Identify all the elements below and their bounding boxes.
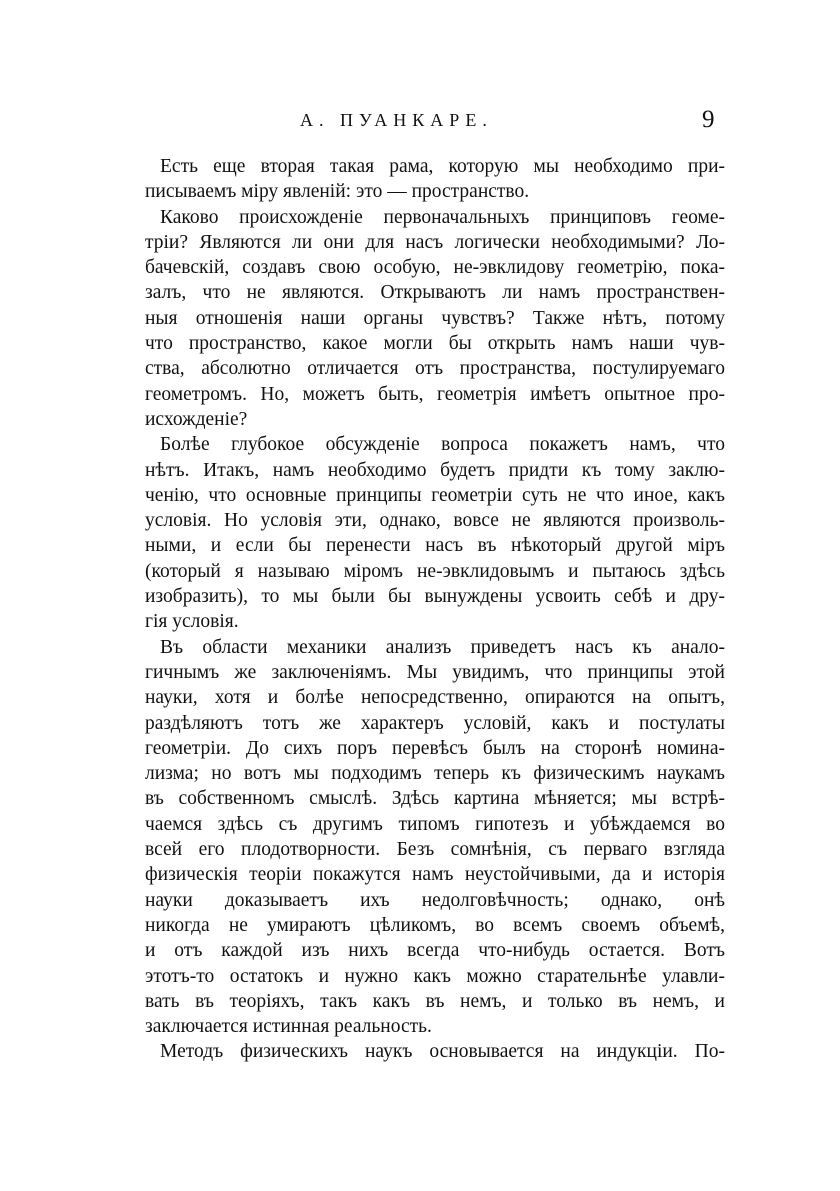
text-line: науки, хотя и болѣе непосредственно, опираются на опытъ, [145,687,725,709]
text-line: заключается истинная реальность. [145,1016,432,1038]
running-head-author: А. ПУАНКАРЕ. [300,110,493,130]
text-line: вать въ теоріяхъ, такъ какъ въ немъ, и только въ немъ, и [145,990,725,1012]
text-line: Болѣе глубокое обсужденіе вопроса покажетъ намъ, что [160,434,725,456]
text-line: бачевскій, создавъ свою особую, не-эвклидову геометрію, пока- [145,257,725,279]
text-line: всей его плодотворности. Безъ сомнѣнія, съ перваго взгляда [145,839,725,861]
text-line: раздѣляютъ тотъ же характеръ условій, какъ и постулаты [145,712,725,734]
text-line: условія. Но условія эти, однако, вовсе не являются произволь- [145,510,725,532]
text-line: ства, абсолютно отличается отъ пространства, постулируемаго [145,358,725,380]
text-line: въ собственномъ смыслѣ. Здѣсь картина мѣняется; мы встрѣ- [145,788,725,810]
text-line: что пространство, какое могли бы открыть намъ наши чув- [145,333,725,355]
text-line: (который я называю міромъ не-эвклидовымъ и пытаюсь здѣсь [145,560,725,582]
text-line: этотъ-то остатокъ и нужно какъ можно старательнѣе улавли- [145,965,725,987]
text-line: Каково происхожденіе первоначальныхъ принциповъ геоме- [160,206,725,228]
text-line: и отъ каждой изъ нихъ всегда что-нибудь остается. Вотъ [145,940,725,962]
text-line: чаемся здѣсь съ другимъ типомъ гипотезъ и убѣждаемся во [145,813,725,835]
text-line: изобразить), то мы были бы вынуждены усвоить себѣ и дру- [145,586,725,608]
text-line: писываемъ міру явленій: это — пространство. [145,181,530,203]
text-line: никогда не умираютъ цѣликомъ, во всемъ своемъ объемѣ, [145,914,725,936]
body-text [145,154,725,1065]
text-line: геометріи. До сихъ поръ перевѣсъ былъ на сторонѣ номина- [145,737,725,759]
text-line: ченію, что основные принципы геометріи суть не что иное, какъ [145,484,725,506]
text-line: гія условія. [145,611,239,633]
text-line: Методъ физическихъ наукъ основывается на индукціи. По- [160,1041,725,1063]
text-line: залъ, что не являются. Открываютъ ли намъ пространствен- [145,282,725,304]
text-line: ными, и если бы перенести насъ въ нѣкоторый другой міръ [145,535,725,557]
text-line: Есть еще вторая такая рама, которую мы необходимо при- [160,156,725,177]
text-line: нѣтъ. Итакъ, намъ необходимо будетъ придти къ тому заклю- [145,459,725,481]
text-line: тріи? Являются ли они для насъ логически необходимыми? Ло- [145,231,725,253]
text-line: науки доказываетъ ихъ недолговѣчность; однако, онѣ [145,889,725,911]
text-line: лизма; но вотъ мы подходимъ теперь къ физическимъ наукамъ [145,763,725,785]
text-line: физическія теоріи покажутся намъ неустойчивыми, да и исторія [145,864,725,886]
text-line: геометромъ. Но, можетъ быть, геометрія имѣетъ опытное про- [145,383,725,405]
text-line: ныя отношенія наши органы чувствъ? Также нѣтъ, потому [145,307,725,329]
text-line: Въ области механики анализъ приведетъ насъ къ анало- [160,636,725,658]
page-number: 9 [702,106,715,133]
text-line: исхожденіе? [145,408,248,430]
text-line: гичнымъ же заключеніямъ. Мы увидимъ, что принципы этой [145,661,725,683]
